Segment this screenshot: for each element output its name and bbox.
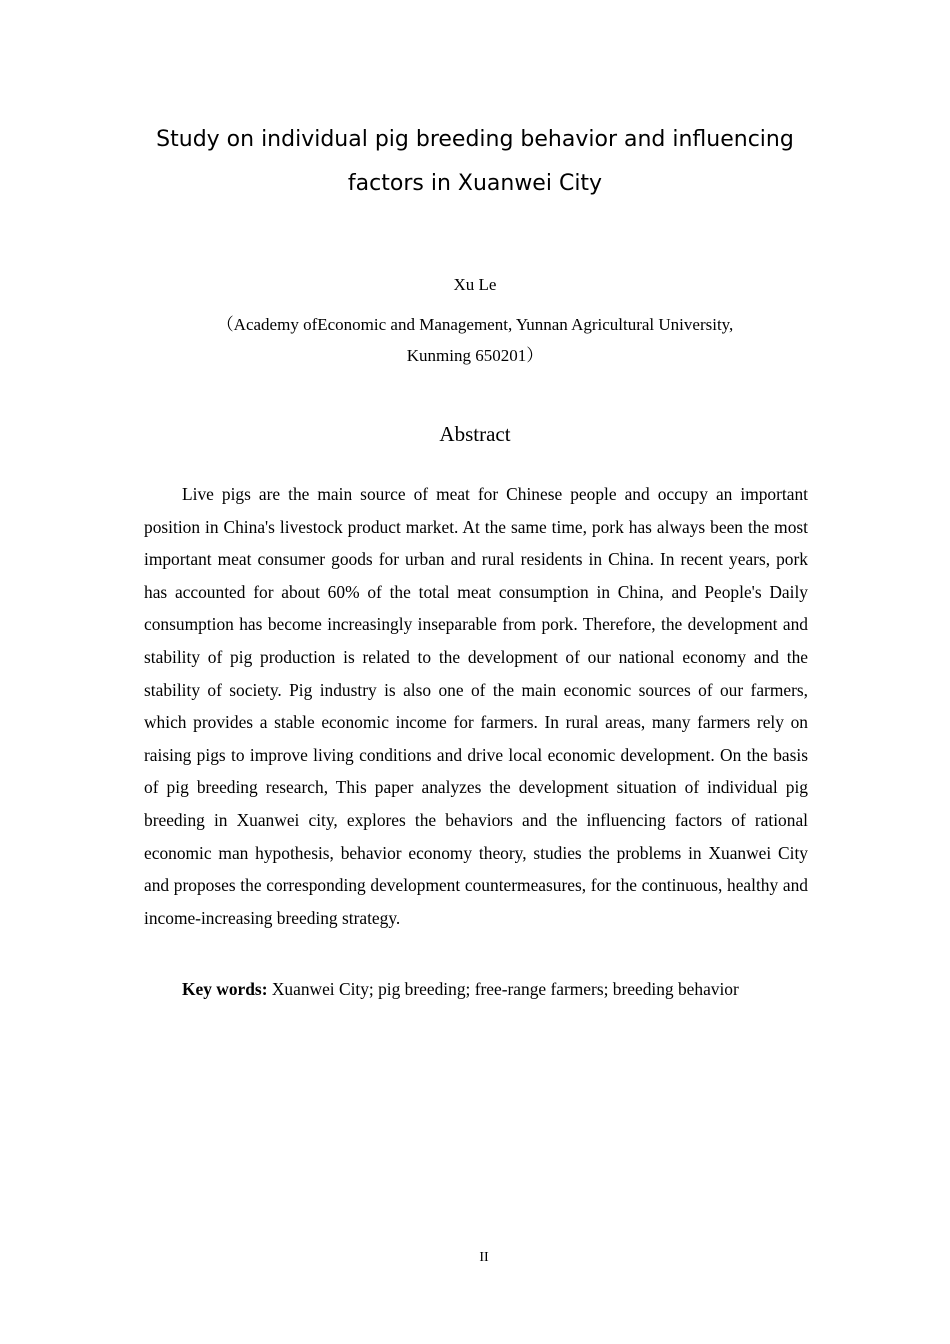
paper-title-line-1: Study on individual pig breeding behavior and influencing — [156, 127, 794, 152]
abstract-body: Live pigs are the main source of meat for Chinese people and occupy an important position in China's livestock product market. At the same time, pork has always been the most important meat consumer goods for urban and rural residents in China. In recent years, pork has accounted for about 60% of the total meat consumption in China, and People's Daily consumption has become increasingly inseparable from pork. Therefore, the development and stability of pig production is related to the development of our national economy and the stability of society. Pig industry is also one of the main economic sources of our farmers, which provides a stable economic income for farmers. In rural areas, many farmers rely on raising pigs to improve living conditions and drive local economic development. On the basis of pig breeding research, This paper analyzes the development situation of individual pig breeding in Xuanwei city, explores the behaviors and the influencing factors of rational economic man hypothesis, behavior economy theory, studies the problems in Xuanwei City and proposes the corresponding development countermeasures, for the continuous, healthy and income-increasing breeding strategy. — [144, 484, 808, 928]
author-name: Xu Le — [453, 275, 497, 294]
paper-title — [140, 118, 810, 206]
abstract-heading: Abstract — [439, 422, 511, 446]
keywords-label: Key words: — [182, 979, 268, 999]
affiliation-line-2: Kunming 650201） — [406, 346, 544, 365]
paper-title-line-2: factors in Xuanwei City — [347, 171, 603, 196]
keywords-line — [144, 973, 808, 1005]
affiliation-line-1: （Academy ofEconomic and Management, Yunnan Agricultural University, — [216, 315, 734, 334]
author-affiliation — [140, 309, 810, 371]
page-number: II — [479, 1250, 489, 1265]
keywords-text: Xuanwei City; pig breeding; free-range farmers; breeding behavior — [267, 979, 739, 999]
